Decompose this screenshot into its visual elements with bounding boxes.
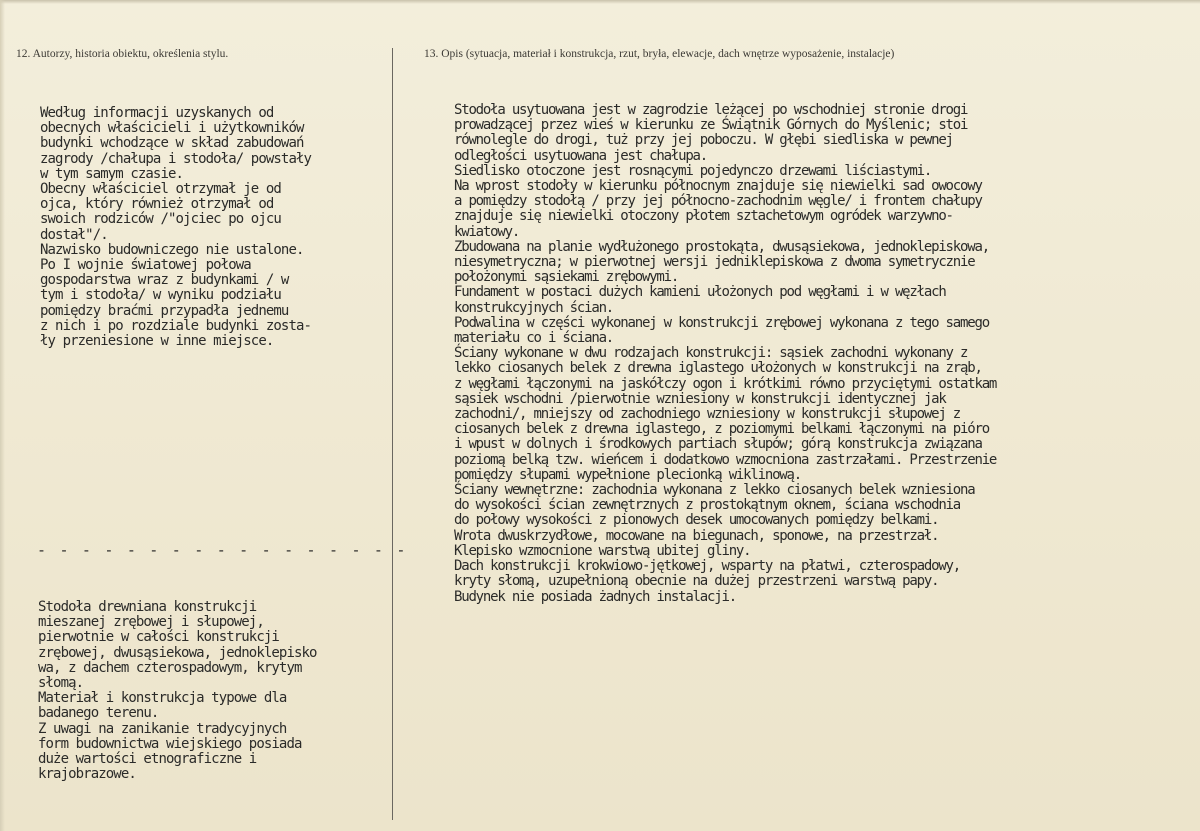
history-typed-text: Według informacji uzyskanych od obecnych właścicieli i użytkowników budynki wchodzące w skład zabudowań zagrody /chałupa i stodoła/ powstały w tym samym czasie. Obecny właściciel otrzymał je od ojca, który również otrzymał od swoich rodziców /"ojciec po ojcu dostał"/. Nazwisko budowniczego nie ustalone. Po I wojnie światowej połowa gospodarstwa wraz z budynkami / w tym i stodoła/ w wyniku podziału pomiędzy braćmi przypadła jednemu z nich i po rozdziale budynki zosta- ły przeniesione w inne miejsce. [40, 105, 312, 350]
column-divider [392, 48, 393, 820]
dashed-separator: - - - - - - - - - - - - - - - - - [37, 541, 408, 559]
section-12-heading: 12. Autorzy, historia obiektu, określenia stylu. [16, 48, 229, 60]
paper-top-edge [0, 0, 1200, 4]
description-typed-text: Stodoła usytuowana jest w zagrodzie leżącej po wschodniej stronie drogi prowadzącej przez wieś w kierunku ze Świątnik Górnych do Myślenic; stoi równolegle do drogi, tuż przy jej poboczu. W głębi siedliska w pewnej odległości usytuowana jest chałupa. Siedlisko otoczone jest rosnącymi pojedynczo drzewami liściastymi. Na wprost stodoły w kierunku północnym znajduje się niewielki sad owocowy a pomiędzy stodołą / przy jej północno-zachodnim węgle/ i frontem chałupy znajduje się niewielki otoczony płotem sztachetowym ogródek warzywno- kwiatowy. Zbudowana na planie wydłużonego prostokąta, dwusąsiekowa, jednoklepiskowa, niesymetryczna; w pierwotnej wersji jedniklepiskowa z dwoma symetrycznie położonymi sąsiekami zrębowymi. Fundament w postaci dużych kamieni ułożonych pod węgłami i w węzłach konstrukcyjnych ścian. Podwalina w części wykonanej w konstrukcji zrębowej wykonana z tego samego materiału co i ściana. Ściany wykonane w dwu rodzajach konstrukcji: sąsiek zachodni wykonany z lekko ciosanych belek z drewna iglastego ułożonych w konstrukcji na zrąb, z węgłami łączonymi na jaskółczy ogon i krótkimi równo przyciętymi ostatkam sąsiek wschodni /pierwotnie wzniesiony w konstrukcji identycznej jak zachodni/, mniejszy od zachodniego wzniesiony w konstrukcji słupowej z ciosanych belek z drewna iglastego, z poziomymi belkami łączonymi na pióro i wpust w dolnych i środkowych partiach słupów; górą konstrukcja związana poziomą belką tzw. wieńcem i dodatkowo wzmocniona zastrzałami. Przestrzenie pomiędzy słupami wypełnione plecionką wiklinową. Ściany wewnętrzne: zachodnia wykonana z lekko ciosanych belek wzniesiona do wysokości ścian zewnętrznych z prostokątnym oknem, ściana wschodnia do połowy wysokości z pionowych desek umocowanych pomiędzy belkami. Wrota dwuskrzydłowe, mocowane na biegunach, sponowe, na przestrzał. Klepisko wzmocnione warstwą ubitej gliny. Dach konstrukcji krokwiowo-jętkowej, wsparty na płatwi, czterospadowy, kryty słomą, uzupełnioną obecnie na dużej przestrzeni warstwą papy. Budynek nie posiada żadnych instalacji. [454, 102, 997, 605]
paper-left-edge [0, 0, 5, 831]
section-13-heading: 13. Opis (sytuacja, materiał i konstrukcja, rzut, bryła, elewacje, dach wnętrze wyposażenie, instalacje) [424, 48, 895, 60]
style-typed-text: Stodoła drewniana konstrukcji mieszanej zrębowej i słupowej, pierwotnie w całości konstrukcji zrębowej, dwusąsiekowa, jednoklepisko wa, z dachem czterospadowym, krytym słomą. Materiał i konstrukcja typowe dla badanego terenu. Z uwagi na zanikanie tradycyjnych form budownictwa wiejskiego posiada duże wartości etnograficzne i krajobrazowe. [38, 599, 317, 783]
